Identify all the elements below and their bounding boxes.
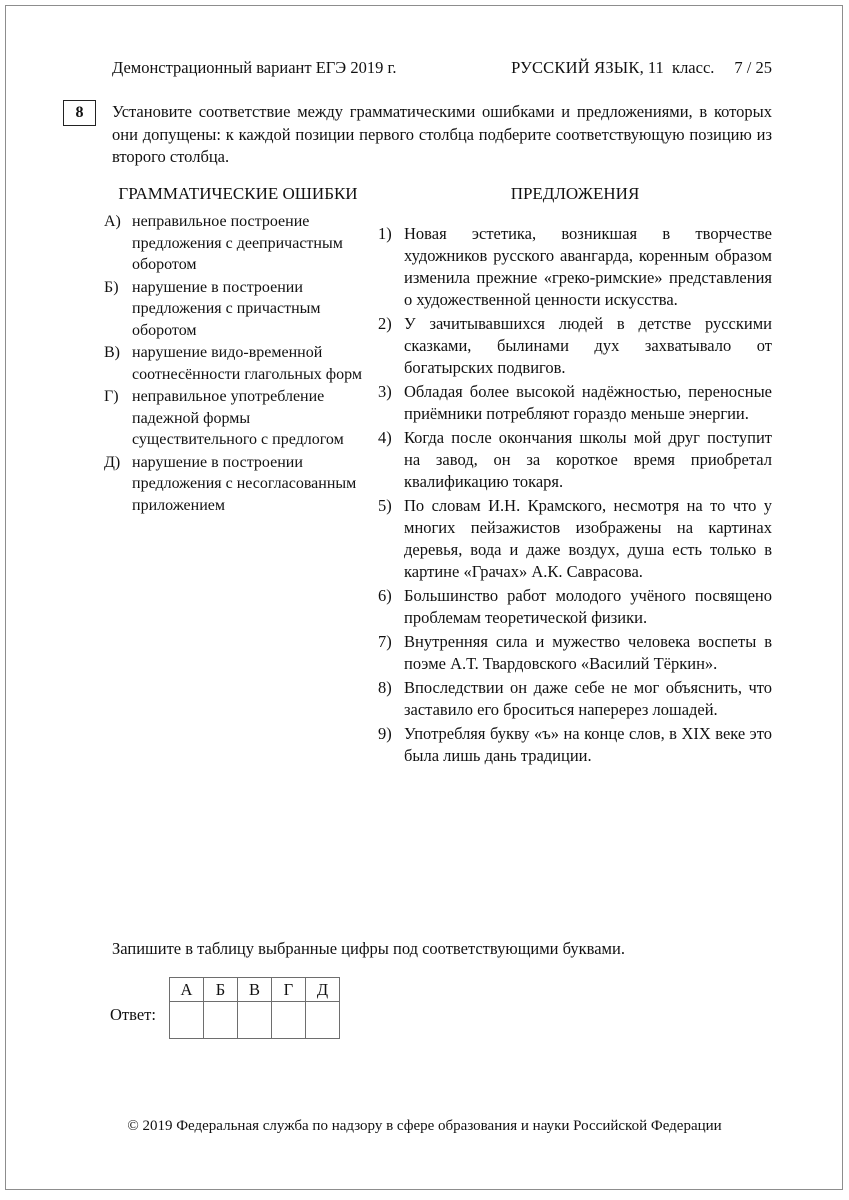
list-item: [104, 386, 372, 451]
answer-header-cell: Д: [305, 978, 339, 1002]
header-variant-label: Демонстрационный вариант ЕГЭ 2019 г.: [112, 58, 397, 77]
sentences-column: [378, 183, 772, 769]
answer-header-cell: Г: [271, 978, 305, 1002]
item-text: нарушение в построении предложения с несогласованным приложением: [132, 453, 357, 514]
header-grade-label: 11 класс.: [647, 58, 715, 77]
answer-input-cell[interactable]: [305, 1002, 339, 1039]
item-marker: 2): [378, 314, 392, 333]
grammar-errors-column: [104, 183, 372, 517]
item-marker: 9): [378, 724, 392, 743]
table-row: [169, 978, 339, 1002]
item-text: Внутренняя сила и мужество человека воспеты в поэме А.Т. Твардовского «Василий Тёркин».: [404, 632, 772, 673]
table-row: [169, 1002, 339, 1039]
item-text: неправильное построение предложения с деепричастным оборотом: [132, 213, 343, 273]
answer-input-cell[interactable]: [237, 1002, 271, 1039]
header-right-group: [511, 58, 772, 78]
item-text: неправильное употребление падежной формы существительного с предлогом: [132, 388, 344, 448]
item-marker: 4): [378, 428, 392, 447]
task-number-box: [63, 100, 96, 126]
task-number-label: 8: [75, 104, 84, 121]
list-item: [378, 631, 772, 675]
item-marker: Д): [104, 453, 121, 471]
answer-label: Ответ:: [110, 1004, 156, 1024]
item-marker: 8): [378, 678, 392, 697]
answer-header-cell: А: [169, 978, 203, 1002]
header-page-number: 7 / 25: [734, 58, 772, 77]
item-marker: Б): [104, 278, 119, 296]
list-item: [378, 723, 772, 767]
answer-input-cell[interactable]: [169, 1002, 203, 1039]
list-item: [104, 211, 372, 276]
header-subject-label: РУССКИЙ ЯЗЫК,: [511, 58, 644, 77]
answer-block: [110, 977, 340, 1039]
item-text: нарушение видо-временной соотнесённости глагольных форм: [132, 344, 362, 383]
list-item: [104, 342, 372, 385]
answer-table: [169, 977, 340, 1039]
task-instruction: Установите соответствие между грамматическими ошибками и предложениями, в которых они допущены: к каждой позиции первого столбца подберите соответствующую позицию из второго столбца.: [112, 102, 772, 166]
item-marker: В): [104, 344, 120, 361]
page-footer: © 2019 Федеральная служба по надзору в сфере образования и науки Российской Федерации: [127, 1118, 722, 1134]
item-marker: 3): [378, 382, 392, 401]
answer-header-cell: В: [237, 978, 271, 1002]
list-item: [104, 452, 372, 517]
item-marker: 5): [378, 496, 392, 515]
item-marker: 1): [378, 224, 392, 243]
item-marker: А): [104, 213, 121, 230]
answer-instruction: Запишите в таблицу выбранные цифры под соответствующими буквами.: [112, 939, 625, 958]
item-text: Большинство работ молодого учёного посвящено проблемам теоретической физики.: [404, 586, 772, 627]
item-marker: Г): [104, 388, 119, 405]
document-header: [112, 58, 772, 78]
list-item: [378, 427, 772, 493]
answer-header-cell: Б: [203, 978, 237, 1002]
answer-input-cell[interactable]: [203, 1002, 237, 1039]
item-text: По словам И.Н. Крамского, несмотря на то что у многих пейзажистов изображены на картинах деревья, вода и даже воздух, душа есть только в картине «Грачах» А.К. Саврасова.: [404, 496, 772, 581]
list-item: [378, 313, 772, 379]
item-text: Новая эстетика, возникшая в творчестве художников русского авангарда, коренным образом изменила прежние «греко-римские» представления о художественной ценности искусства.: [404, 224, 772, 309]
item-text: Когда после окончания школы мой друг поступит на завод, он за короткое время приобретал квалификацию токаря.: [404, 428, 772, 491]
list-item: [378, 677, 772, 721]
item-text: Употребляя букву «ъ» на конце слов, в XIX веке это была лишь дань традиции.: [404, 724, 772, 765]
list-item: [378, 381, 772, 425]
sentences-heading: ПРЕДЛОЖЕНИЯ: [510, 184, 640, 203]
list-item: [378, 585, 772, 629]
item-text: У зачитывавшихся людей в детстве русскими сказками, былинами дух захватывало от богатырских подвигов.: [404, 314, 772, 377]
item-text: Обладая более высокой надёжностью, переносные приёмники потребляют гораздо меньше энергии.: [404, 382, 772, 423]
item-text: нарушение в построении предложения с причастным оборотом: [132, 278, 321, 339]
item-marker: 6): [378, 586, 392, 605]
answer-input-cell[interactable]: [271, 1002, 305, 1039]
list-item: [104, 277, 372, 342]
grammar-errors-heading: ГРАММАТИЧЕСКИЕ ОШИБКИ: [118, 184, 358, 203]
list-item: [378, 495, 772, 583]
item-marker: 7): [378, 632, 392, 651]
item-text: Впоследствии он даже себе не мог объяснить, что заставило его броситься наперерез лошадей.: [404, 678, 772, 719]
list-item: [378, 223, 772, 311]
